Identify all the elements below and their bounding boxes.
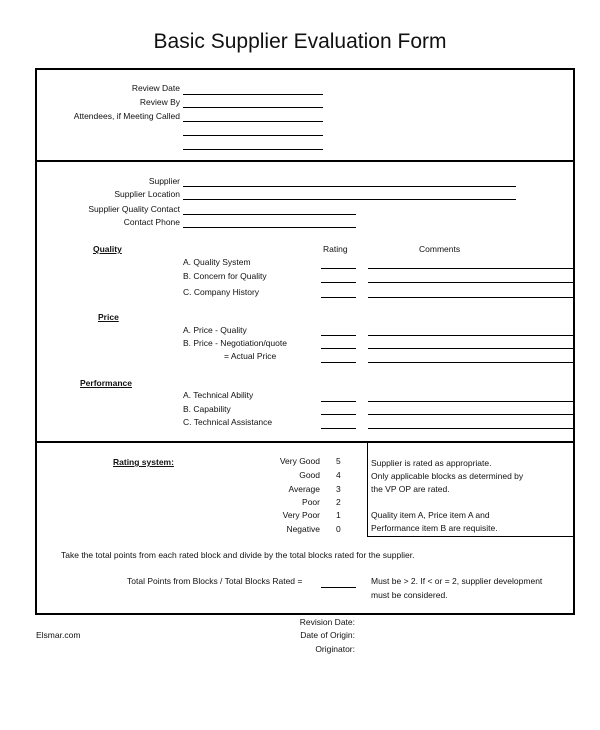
attendees-label: Attendees, if Meeting Called	[73, 111, 180, 121]
total-note: Must be > 2. If < or = 2, supplier development	[371, 576, 543, 586]
comment-field[interactable]	[368, 282, 573, 283]
quality-contact-label: Supplier Quality Contact	[88, 204, 180, 214]
rating-field[interactable]	[321, 401, 356, 402]
rating-system-heading: Rating system:	[113, 457, 174, 467]
attendees-field[interactable]	[183, 149, 323, 150]
rating-level-label: Average	[288, 484, 320, 494]
supplier-label: Supplier	[148, 176, 180, 186]
rating-field[interactable]	[321, 362, 356, 363]
section-divider	[35, 160, 575, 162]
performance-heading: Performance	[80, 378, 132, 388]
rating-column-header: Rating	[323, 244, 348, 254]
note-box-border	[367, 443, 368, 537]
comment-field[interactable]	[368, 297, 573, 298]
form-title: Basic Supplier Evaluation Form	[153, 30, 447, 53]
comments-column-header: Comments	[419, 244, 461, 254]
rating-level-score: 0	[336, 524, 341, 534]
rating-level-score: 3	[336, 484, 341, 494]
rating-note-line: Performance item B are requisite.	[371, 523, 498, 533]
rating-level-score: 1	[336, 510, 341, 520]
review-by-field[interactable]	[183, 107, 323, 108]
total-label: Total Points from Blocks / Total Blocks Rated =	[127, 576, 303, 586]
attendees-field[interactable]	[183, 135, 323, 136]
price-item: = Actual Price	[224, 351, 277, 361]
rating-level-label: Very Poor	[282, 510, 320, 520]
total-field[interactable]	[321, 587, 356, 588]
review-date-field[interactable]	[183, 94, 323, 95]
rating-level-score: 2	[336, 497, 341, 507]
comment-field[interactable]	[368, 348, 573, 349]
total-note: must be considered.	[371, 590, 448, 600]
comment-field[interactable]	[368, 362, 573, 363]
supplier-field[interactable]	[183, 186, 516, 187]
rating-note-line: Only applicable blocks as determined by	[371, 471, 524, 481]
rating-field[interactable]	[321, 297, 356, 298]
rating-level-score: 5	[336, 456, 341, 466]
instructions-text: Take the total points from each rated block and divide by the total blocks rated for the supplier.	[61, 550, 415, 560]
rating-note-line: the VP OP are rated.	[371, 484, 450, 494]
comment-field[interactable]	[368, 428, 573, 429]
comment-field[interactable]	[368, 401, 573, 402]
note-box-border	[367, 536, 575, 537]
rating-field[interactable]	[321, 414, 356, 415]
price-item: A. Price - Quality	[183, 325, 247, 335]
originator-label: Originator:	[315, 644, 355, 654]
supplier-location-label: Supplier Location	[114, 189, 180, 199]
performance-item: A. Technical Ability	[183, 390, 254, 400]
rating-level-label: Negative	[286, 524, 320, 534]
review-by-label: Review By	[139, 97, 180, 107]
rating-field[interactable]	[321, 335, 356, 336]
site-name: Elsmar.com	[36, 630, 81, 640]
supplier-location-field[interactable]	[183, 199, 516, 200]
rating-field[interactable]	[321, 282, 356, 283]
performance-item: C. Technical Assistance	[183, 417, 273, 427]
price-item: B. Price - Negotiation/quote	[183, 338, 287, 348]
comment-field[interactable]	[368, 335, 573, 336]
contact-phone-label: Contact Phone	[123, 217, 180, 227]
revision-date-label: Revision Date:	[299, 617, 355, 627]
quality-heading: Quality	[93, 244, 122, 254]
rating-field[interactable]	[321, 268, 356, 269]
quality-item: B. Concern for Quality	[183, 271, 267, 281]
date-of-origin-label: Date of Origin:	[300, 630, 355, 640]
review-date-label: Review Date	[131, 83, 180, 93]
quality-contact-field[interactable]	[183, 214, 356, 215]
quality-item: A. Quality System	[183, 257, 251, 267]
contact-phone-field[interactable]	[183, 227, 356, 228]
rating-field[interactable]	[321, 348, 356, 349]
performance-item: B. Capability	[183, 404, 231, 414]
rating-level-label: Good	[299, 470, 320, 480]
comment-field[interactable]	[368, 414, 573, 415]
attendees-field[interactable]	[183, 121, 323, 122]
section-divider	[35, 441, 575, 443]
rating-field[interactable]	[321, 428, 356, 429]
rating-note-line: Supplier is rated as appropriate.	[371, 458, 492, 468]
rating-level-label: Poor	[302, 497, 320, 507]
price-heading: Price	[98, 312, 119, 322]
rating-level-label: Very Good	[279, 456, 320, 466]
quality-item: C. Company History	[183, 287, 260, 297]
comment-field[interactable]	[368, 268, 573, 269]
rating-note-line: Quality item A, Price item A and	[371, 510, 490, 520]
rating-level-score: 4	[336, 470, 341, 480]
